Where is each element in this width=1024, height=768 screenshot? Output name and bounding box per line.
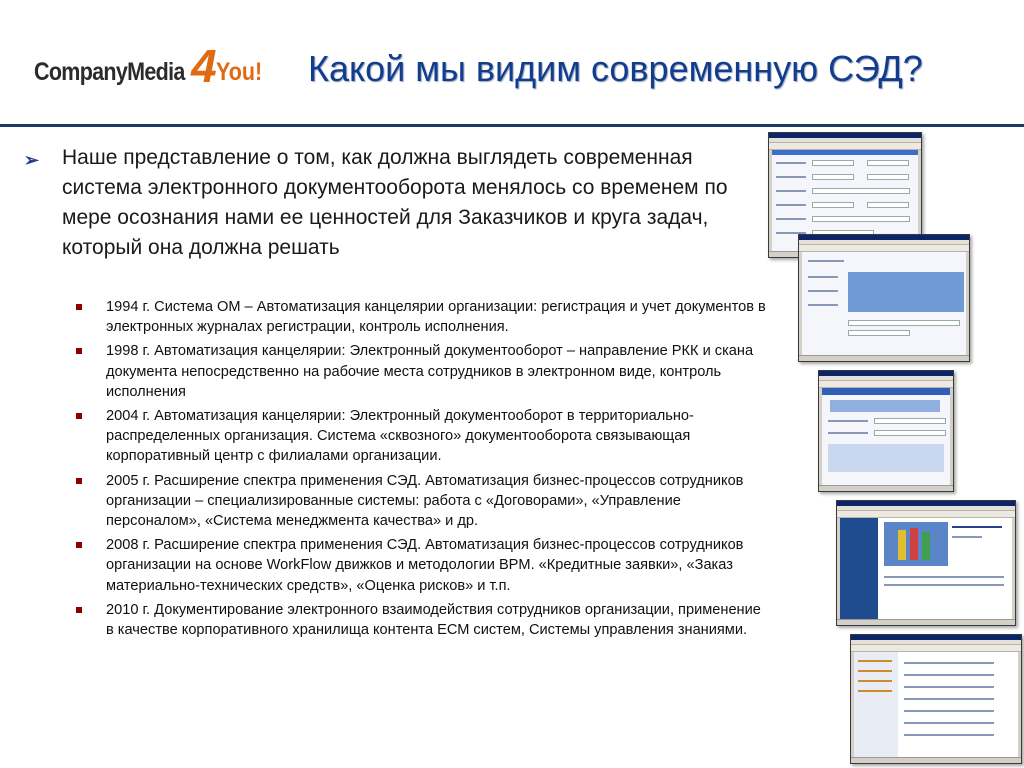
square-bullet-icon [76, 542, 82, 548]
list-item [76, 600, 766, 640]
arrow-bullet-icon: ➢ [24, 150, 40, 170]
logo-four-text: 4 [191, 40, 215, 92]
list-item [76, 471, 766, 532]
list-item [76, 341, 766, 402]
square-bullet-icon [76, 304, 82, 310]
square-bullet-icon [76, 413, 82, 419]
list-item [76, 535, 766, 596]
main-paragraph: Наше представление о том, как должна выглядеть современная система электронного документооборота менялось со временем по мере осознания нами ее ценностей для Заказчиков и круга задач, который она должна решать [62, 146, 728, 259]
company-logo [34, 40, 269, 92]
screenshot-thumbnail-2 [798, 234, 970, 362]
list-item-text: 1998 г. Автоматизация канцелярии: Электронный документооборот – направление РКК и скана документа непосредственно на рабочие места сотрудников в электронном виде, контроль исполнения [106, 343, 754, 400]
list-item-text: 2008 г. Расширение спектра применения СЭД. Автоматизация бизнес-процессов сотрудников организации на основе WorkFlow движков и методологии BPM. «Кредитные заявки», «Заказ материально-технических средств», «Оценка рисков» и т.п. [106, 537, 744, 594]
list-item-text: 2004 г. Автоматизация канцелярии: Электронный документооборот в территориально-распределенных организация. Система «сквозного» документооборота связывающая корпоративный центр с филиалами организации. [106, 408, 694, 465]
square-bullet-icon [76, 348, 82, 354]
list-item-text: 2010 г. Документирование электронного взаимодействия сотрудников организации, применение в качестве корпоративного хранилища контента ЕСМ систем, Системы управления знаниями. [106, 601, 761, 639]
logo-company-text: CompanyMedia [34, 58, 185, 86]
logo-you-text: You! [215, 58, 262, 86]
history-list [76, 297, 766, 644]
screenshot-thumbnail-5 [850, 634, 1022, 764]
slide-title: Какой мы видим современную СЭД? [308, 48, 923, 89]
square-bullet-icon [76, 607, 82, 613]
header-divider [0, 124, 1024, 127]
square-bullet-icon [76, 478, 82, 484]
list-item [76, 406, 766, 467]
screenshot-thumbnail-3 [818, 370, 954, 492]
list-item-text: 1994 г. Система ОМ – Автоматизация канцелярии организации: регистрация и учет документов в электронных журналах регистрации, контроль исполнения. [106, 299, 766, 336]
screenshot-thumbnail-4 [836, 500, 1016, 626]
list-item [76, 297, 766, 337]
list-item-text: 2005 г. Расширение спектра применения СЭД. Автоматизация бизнес-процессов сотрудников организации – специализированные системы: работа с «Договорами», «Управление персоналом», «Система менеджмента качества» и др. [106, 472, 744, 530]
